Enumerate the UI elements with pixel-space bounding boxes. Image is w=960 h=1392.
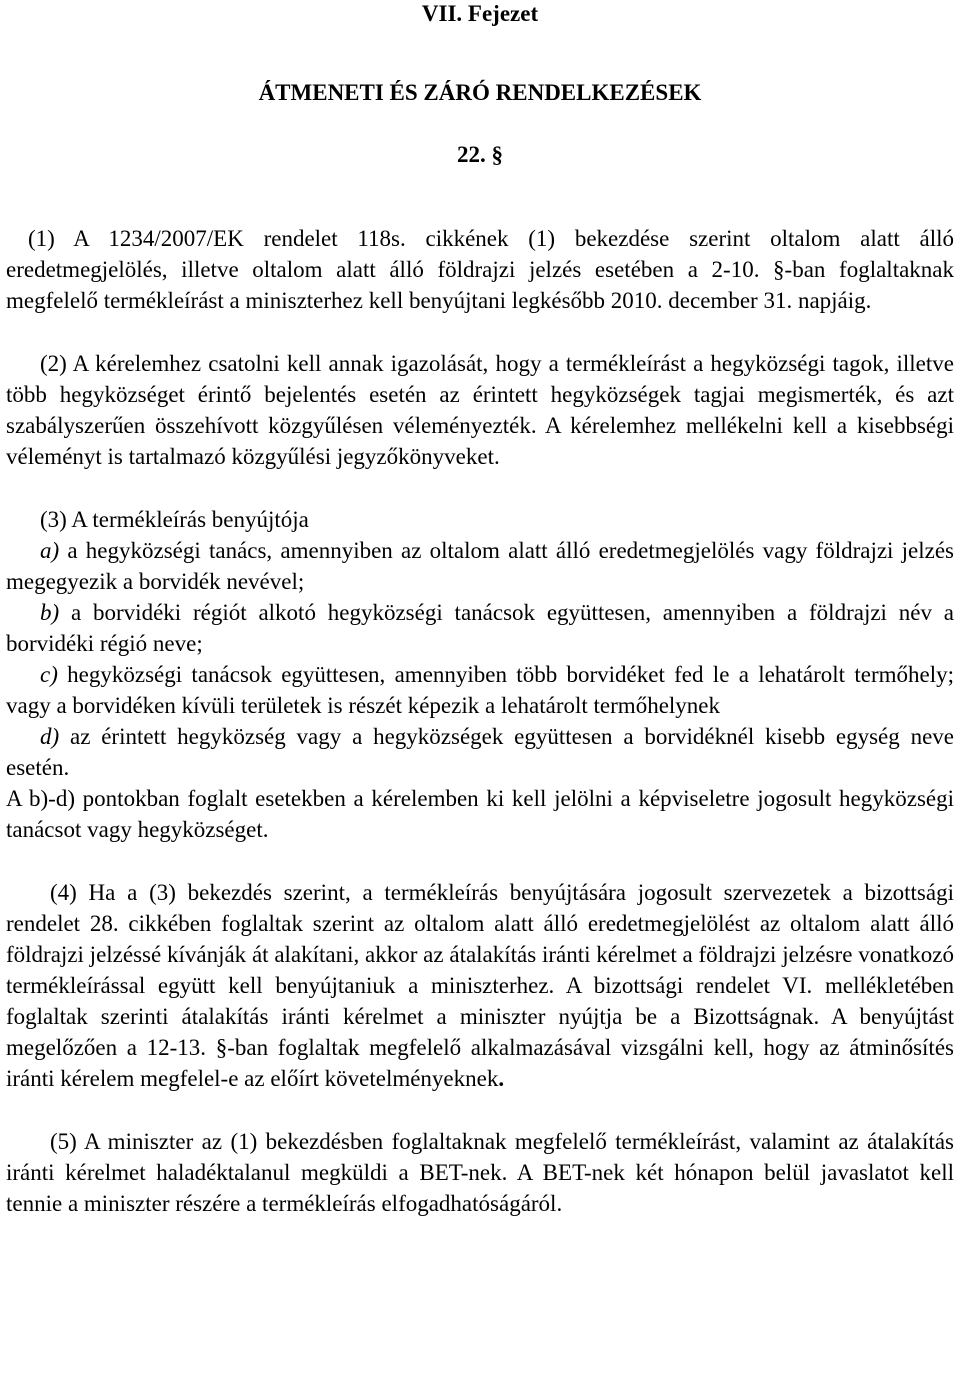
item-text: az érintett hegyközség vagy a hegyközségek együttesen a borvidéknél kisebb egység neve esetén. — [6, 724, 954, 780]
section-number: 22. § — [457, 142, 503, 167]
item-marker: a) — [40, 538, 60, 563]
paragraph-5: (5) A miniszter az (1) bekezdésben foglaltaknak megfelelő termékleírást, valamint az átalakítás iránti kérelmet haladéktalanul megküldi a BET-nek. A BET-nek két hónapon belül javaslatot kell tennie a miniszter részére a termékleírás elfogadhatóságáról. — [6, 1129, 954, 1216]
paragraph-4-text: (4) Ha a (3) bekezdés szerint, a termékleírás benyújtására jogosult szervezetek a bizottsági rendelet 28. cikkében foglaltak szerint az oltalom alatt álló eredetmegjelölést az oltalom alatt álló földrajzi jelzéssé kívánják át alakítani, akkor az átalakítás iránti kérelmet a földrajzi jelzésre vonatkozó termékleírással együtt kell benyújtaniuk a miniszterhez. A bizottsági rendelet VI. mellékletében foglaltak szerinti átalakítás iránti kérelmet a miniszter nyújtja be a Bizottságnak. A benyújtást megelőzően a 12-13. §-ban foglaltak megfelelő alkalmazásával vizsgálni kell, hogy az átminősítés iránti kérelem megfelel-e az előírt követelményeknek — [6, 880, 954, 1091]
list-item-c — [6, 659, 954, 721]
paragraph-3-closing: A b)-d) pontokban foglalt esetekben a kérelemben ki kell jelölni a képviseletre jogosult hegyközségi tanácsot vagy hegyközséget. — [6, 786, 954, 842]
paragraph-3-intro: (3) A termékleírás benyújtója — [40, 507, 309, 532]
item-text: a borvidéki régiót alkotó hegyközségi tanácsok együttesen, amennyiben a földrajzi név a borvidéki régió neve; — [6, 600, 954, 656]
list-item-b — [6, 597, 954, 659]
chapter-title: ÁTMENETI ÉS ZÁRÓ RENDELKEZÉSEK — [258, 80, 702, 105]
paragraph-4 — [6, 877, 954, 1094]
document-page — [6, 0, 954, 1219]
list-item-d — [6, 721, 954, 783]
item-text: hegyközségi tanácsok együttesen, amennyiben több borvidéket fed le a lehatárolt termőhely; vagy a borvidéken kívüli területek is részét képezik a lehatárolt termőhelynek — [6, 662, 954, 718]
list-item-a — [6, 535, 954, 597]
item-marker: b) — [40, 600, 60, 625]
paragraph-1: (1) A 1234/2007/EK rendelet 118s. cikkének (1) bekezdése szerint oltalom alatt álló eredetmegjelölés, illetve oltalom alatt álló földrajzi jelzés esetében a 2-10. §-ban foglaltaknak megfelelő termékleírást a miniszterhez kell benyújtani legkésőbb 2010. december 31. napjáig. — [6, 226, 954, 313]
item-text: a hegyközségi tanács, amennyiben az oltalom alatt álló eredetmegjelölés vagy földrajzi jelzés megegyezik a borvidék nevével; — [6, 538, 954, 594]
paragraph-3 — [6, 504, 954, 845]
paragraph-2: (2) A kérelemhez csatolni kell annak igazolását, hogy a termékleírást a hegyközségi tagok, illetve több hegyközséget érintő bejelentés esetén az érintett hegyközségek tagjai megismerték, és azt szabályszerűen összehívott közgyűlésen véleményezték. A kérelemhez mellékelni kell a kisebbségi véleményt is tartalmazó közgyűlési jegyzőkönyveket. — [6, 351, 954, 469]
item-marker: d) — [40, 724, 60, 749]
paragraph-4-final-period: . — [498, 1066, 505, 1091]
chapter-heading: VII. Fejezet — [421, 1, 539, 26]
item-marker: c) — [40, 662, 58, 687]
